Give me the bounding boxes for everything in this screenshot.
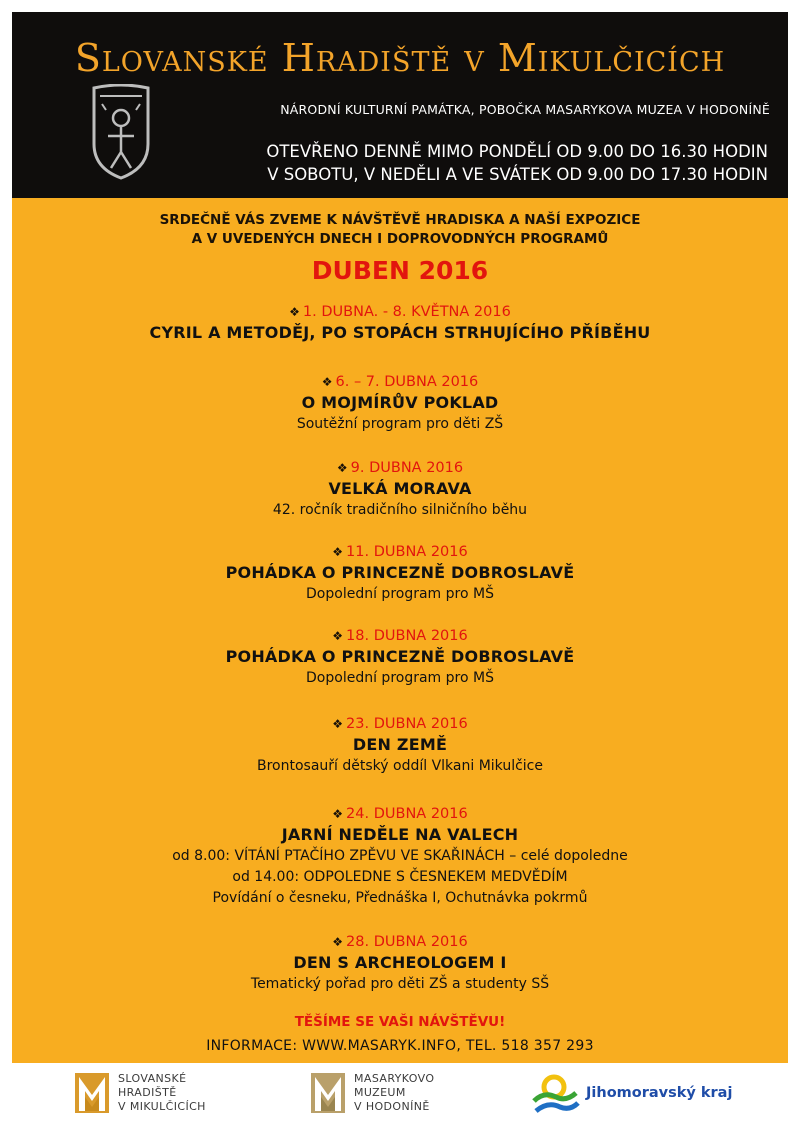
- event-item: [12, 372, 788, 435]
- invitation-line-1: SRDEČNĚ VÁS ZVEME K NÁVŠTĚVĚ HRADISKA A NAŠÍ EXPOZICE: [159, 212, 641, 228]
- bullet-icon: ❖: [321, 375, 333, 389]
- logo-text: MASARYKOVO MUZEUM V HODONÍNĚ: [354, 1072, 435, 1113]
- event-item: [12, 804, 788, 909]
- mm-monogram-icon: [310, 1071, 346, 1115]
- closing-message: TĚŠÍME SE VAŠI NÁVŠTĚVU!: [294, 1014, 506, 1030]
- month-heading: DUBEN 2016: [311, 256, 489, 285]
- event-name: POHÁDKA O PRINCEZNĚ DOBROSLAVĚ: [225, 563, 575, 582]
- opening-hours: [208, 140, 768, 186]
- bullet-icon: ❖: [336, 461, 348, 475]
- region-swoosh-icon: [530, 1071, 580, 1115]
- opening-hours-weekday: OTEVŘENO DENNĚ MIMO PONDĚLÍ OD 9.00 DO 16.30 HODIN: [266, 142, 768, 161]
- event-description-2: od 14.00: ODPOLEDNE S ČESNEKEM MEDVĚDÍM: [232, 869, 568, 885]
- invitation-line-2: A V UVEDENÝCH DNECH I DOPROVODNÝCH PROGRAMŮ: [191, 231, 609, 247]
- header-subtitle: NÁRODNÍ KULTURNÍ PAMÁTKA, POBOČKA MASARYKOVA MUZEA V HODONÍNĚ: [280, 102, 770, 117]
- event-item: [12, 626, 788, 689]
- bullet-icon: ❖: [332, 935, 344, 949]
- event-name: POHÁDKA O PRINCEZNĚ DOBROSLAVĚ: [225, 647, 575, 666]
- region-name: Jihomoravský kraj: [586, 1085, 733, 1101]
- logo-masarykovo-muzeum: [310, 1071, 434, 1115]
- event-name: DEN ZEMĚ: [352, 735, 448, 754]
- event-item: [12, 302, 788, 344]
- event-date: ❖ 11. DUBNA 2016: [332, 544, 468, 560]
- mm-monogram-icon: [74, 1071, 110, 1115]
- event-date: ❖ 24. DUBNA 2016: [332, 806, 468, 822]
- bullet-icon: ❖: [332, 717, 344, 731]
- event-description: Dopolední program pro MŠ: [306, 670, 494, 686]
- event-description-3: Povídání o česneku, Přednáška I, Ochutnávka pokrmů: [212, 890, 588, 906]
- event-description: od 8.00: VÍTÁNÍ PTAČÍHO ZPĚVU VE SKAŘINÁCH – celé dopoledne: [172, 848, 628, 864]
- event-name: VELKÁ MORAVA: [328, 479, 472, 498]
- logo-slovanske-hradiste: [74, 1071, 206, 1115]
- logo-text: SLOVANSKÉ HRADIŠTĚ V MIKULČICÍCH: [118, 1072, 206, 1113]
- event-item: [12, 714, 788, 777]
- invitation-text: [12, 211, 788, 249]
- event-description: 42. ročník tradičního silničního běhu: [272, 502, 528, 518]
- event-date: ❖ 18. DUBNA 2016: [332, 628, 468, 644]
- event-description: Soutěžní program pro děti ZŠ: [296, 416, 504, 432]
- event-date: ❖ 9. DUBNA 2016: [336, 460, 464, 476]
- event-description: Dopolední program pro MŠ: [306, 586, 494, 602]
- bullet-icon: ❖: [332, 545, 344, 559]
- event-item: [12, 458, 788, 521]
- event-date: ❖ 1. DUBNA. - 8. KVĚTNA 2016: [289, 304, 511, 320]
- logo-jihomoravsky-kraj: [530, 1071, 732, 1115]
- event-description: Brontosauří dětský oddíl Vlkani Mikulčice: [256, 758, 543, 774]
- event-item: [12, 932, 788, 995]
- footer-logos: [12, 1063, 788, 1133]
- opening-hours-weekend: V SOBOTU, V NEDĚLI A VE SVÁTEK OD 9.00 DO 17.30 HODIN: [267, 165, 768, 184]
- event-date: ❖ 23. DUBNA 2016: [332, 716, 468, 732]
- program-panel: [12, 198, 788, 1063]
- bullet-icon: ❖: [332, 807, 344, 821]
- event-description: Tematický pořad pro děti ZŠ a studenty SŠ: [250, 976, 550, 992]
- contact-info: INFORMACE: WWW.MASARYK.INFO, TEL. 518 357 293: [206, 1038, 594, 1054]
- event-date: ❖ 6. – 7. DUBNA 2016: [321, 374, 479, 390]
- header-band: [12, 12, 788, 198]
- page-title: Slovanské Hradiště v Mikulčicích: [74, 36, 726, 80]
- event-name: O MOJMÍRŮV POKLAD: [301, 393, 499, 412]
- event-item: [12, 542, 788, 605]
- event-name: JARNÍ NEDĚLE NA VALECH: [281, 825, 519, 844]
- bullet-icon: ❖: [289, 305, 300, 319]
- event-name: CYRIL A METODĚJ, PO STOPÁCH STRHUJÍCÍHO PŘÍBĚHU: [149, 323, 651, 342]
- heraldic-emblem-icon: [90, 84, 152, 180]
- event-name: DEN S ARCHEOLOGEM I: [293, 953, 507, 972]
- event-date: ❖ 28. DUBNA 2016: [332, 934, 468, 950]
- bullet-icon: ❖: [332, 629, 344, 643]
